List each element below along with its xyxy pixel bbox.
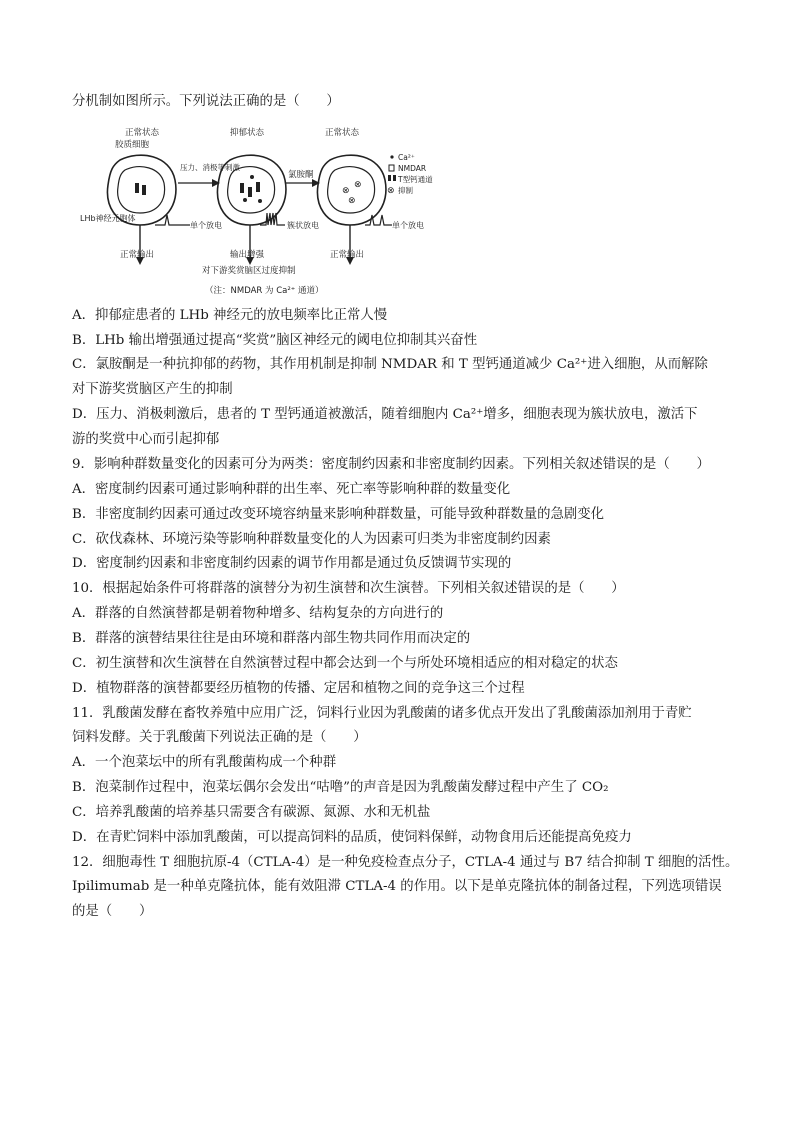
option-8c: C．氯胺酮是一种抗抑郁的药物，其作用机制是抑制 NMDAR 和 T 型钙通道减少 Ca²⁺进入细胞，从而解除 bbox=[72, 357, 708, 372]
question-11: 11．乳酸菌发酵在畜牧养殖中应用广泛，饲料行业因为乳酸菌的诸多优点开发出了乳酸菌添加剂用于青贮 bbox=[72, 706, 692, 721]
label-normal-output-2: 正常输出 bbox=[330, 250, 365, 260]
label-glia: 胶质细胞 bbox=[115, 140, 150, 150]
option-9c: C．砍伐森林、环境污染等影响种群数量变化的人为因素可归类为非密度制约因素 bbox=[72, 532, 551, 547]
label-ketamine: 氯胺酮 bbox=[288, 170, 314, 180]
label-normal-output-1: 正常输出 bbox=[120, 250, 155, 260]
legend-t-channel: T型钙通道 bbox=[398, 175, 433, 184]
option-10d: D．植物群落的演替都要经历植物的传播、定居和植物之间的竞争这三个过程 bbox=[72, 681, 525, 696]
figure-note: （注：NMDAR 为 Ca²⁺ 通道） bbox=[205, 286, 324, 296]
mechanism-diagram bbox=[80, 125, 450, 300]
question-12: 12．细胞毒性 T 细胞抗原-4（CTLA-4）是一种免疫检查点分子，CTLA-4 通过与 B7 结合抑制 T 细胞的活性。 bbox=[72, 855, 739, 870]
legend-inhibit: 抑制 bbox=[398, 186, 413, 195]
question-10: 10．根据起始条件可将群落的演替分为初生演替和次生演替。下列相关叙述错误的是（ ） bbox=[72, 581, 625, 596]
label-state-normal-2: 正常状态 bbox=[325, 128, 360, 138]
option-11b: B．泡菜制作过程中，泡菜坛偶尔会发出“咕噜”的声音是因为乳酸菌发酵过程中产生了 CO₂ bbox=[72, 780, 609, 795]
option-8d: D．压力、消极刺激后，患者的 T 型钙通道被激活，随着细胞内 Ca²⁺增多，细胞表现为簇状放电，激活下 bbox=[72, 407, 698, 422]
cell-normal-1 bbox=[107, 155, 175, 265]
question-9: 9．影响种群数量变化的因素可分为两类：密度制约因素和非密度制约因素。下列相关叙述错误的是（ ） bbox=[72, 457, 710, 472]
cell-normal-2 bbox=[317, 155, 385, 265]
svg-text:⊗: ⊗ bbox=[387, 186, 395, 196]
option-8c-cont: 对下游奖赏脑区产生的抑制 bbox=[72, 382, 233, 397]
option-8b: B．LHb 输出增强通过提高“奖赏”脑区神经元的阈电位抑制其兴奋性 bbox=[72, 333, 478, 348]
option-9b: B．非密度制约因素可通过改变环境容纳量来影响种群数量，可能导致种群数量的急剧变化 bbox=[72, 507, 605, 522]
label-single-discharge-1: 单个放电 bbox=[190, 221, 222, 230]
option-10a: A．群落的自然演替都是朝着物种增多、结构复杂的方向进行的 bbox=[72, 606, 444, 621]
svg-text:⊗: ⊗ bbox=[348, 196, 356, 206]
label-burst-discharge: 簇状放电 bbox=[287, 221, 319, 230]
option-11d: D．在青贮饲料中添加乳酸菌，可以提高饲料的品质，使饲料保鲜，动物食用后还能提高免疫力 bbox=[72, 830, 632, 845]
question-intro: 分机制如图所示。下列说法正确的是（ ） bbox=[72, 94, 340, 109]
legend-nmdar: NMDAR bbox=[398, 164, 427, 173]
label-over-inhibit: 对下游奖赏脑区过度抑制 bbox=[202, 266, 296, 276]
option-11a: A．一个泡菜坛中的所有乳酸菌构成一个种群 bbox=[72, 755, 337, 770]
label-lhb-body: LHb神经元胞体 bbox=[80, 214, 136, 223]
svg-text:⊗: ⊗ bbox=[354, 180, 362, 190]
option-10b: B．群落的演替结果往往是由环境和群落内部生物共同作用而决定的 bbox=[72, 631, 471, 646]
option-11c: C．培养乳酸菌的培养基只需要含有碳源、氮源、水和无机盐 bbox=[72, 805, 431, 820]
svg-text:⊗: ⊗ bbox=[342, 186, 350, 196]
option-9d: D．密度制约因素和非密度制约因素的调节作用都是通过负反馈调节实现的 bbox=[72, 556, 512, 571]
label-single-discharge-2: 单个放电 bbox=[392, 221, 424, 230]
label-stimulus: 压力、消极等刺激 bbox=[180, 163, 240, 172]
label-state-depressed: 抑郁状态 bbox=[230, 128, 265, 138]
question-11-cont: 饲料发酵。关于乳酸菌下列说法正确的是（ ） bbox=[72, 730, 367, 745]
legend-ca: Ca²⁺ bbox=[398, 153, 415, 162]
label-output-increase: 输出增强 bbox=[230, 250, 265, 260]
option-10c: C．初生演替和次生演替在自然演替过程中都会达到一个与所处环境相适应的相对稳定的状态 bbox=[72, 656, 618, 671]
option-9a: A．密度制约因素可通过影响种群的出生率、死亡率等影响种群的数量变化 bbox=[72, 482, 511, 497]
option-8d-cont: 游的奖赏中心而引起抑郁 bbox=[72, 432, 220, 447]
question-12-end: 的是（ ） bbox=[72, 904, 153, 919]
option-8a: A．抑郁症患者的 LHb 神经元的放电频率比正常人慢 bbox=[72, 308, 388, 323]
question-12-cont: Ipilimumab 是一种单克隆抗体，能有效阻滞 CTLA-4 的作用。以下是单克隆抗体的制备过程，下列选项错误 bbox=[72, 879, 722, 894]
label-state-normal-1: 正常状态 bbox=[125, 128, 160, 138]
